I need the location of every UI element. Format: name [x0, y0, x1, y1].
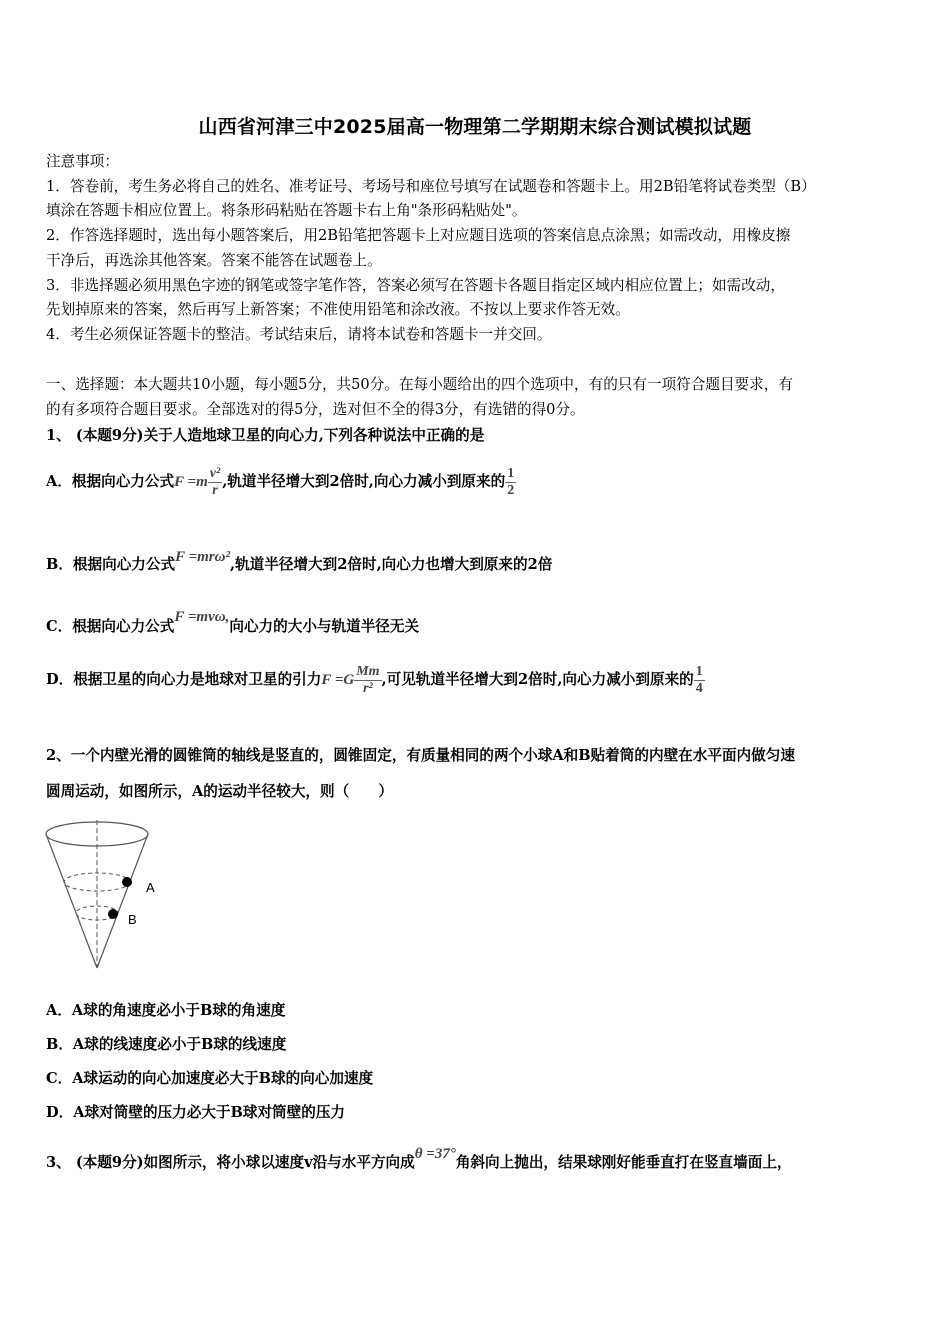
q1-option-d-frac-den: 4 [695, 680, 703, 696]
q2-stem-line-2: 圆周运动，如图所示，A的运动半径较大，则（ ） [46, 783, 393, 800]
q1-option-c-prefix: C．根据向心力公式 [46, 618, 175, 635]
q1-option-b-suffix: ,轨道半径增大到2倍时,向心力也增大到原来的2倍 [229, 556, 553, 573]
q2-option-b: B．A球的线速度必小于B球的线速度 [46, 1036, 287, 1053]
q1-option-a-frac-num: 1 [507, 465, 515, 481]
q1-option-d-frac-num: 1 [695, 663, 703, 679]
q1-option-d-fraction [694, 664, 705, 697]
q1-option-a-prefix: A．根据向心力公式 [46, 473, 175, 490]
ball-a-label: A [146, 880, 155, 895]
q1-option-c-formula: F =mvω, [174, 609, 230, 625]
cone-right-wall [97, 834, 148, 968]
q1-option-a-suffix: ,轨道半径增大到2倍时,向心力减小到原来的 [222, 473, 506, 490]
q2-option-c: C．A球运动的向心加速度必大于B球的向心加速度 [46, 1070, 374, 1087]
ball-b-label: B [128, 912, 137, 927]
q1-option-d-formula-num: Mm [356, 663, 380, 679]
q3-stem-prefix: 3、 (本题9分)如图所示，将小球以速度v沿与水平方向成 [46, 1154, 415, 1171]
q1-option-a-formula-fraction [208, 466, 222, 499]
q1-option-b-prefix: B．根据向心力公式 [46, 556, 176, 573]
q1-option-d-formula-fraction [354, 664, 381, 697]
ball-a [122, 877, 132, 887]
q1-option-c-suffix: 向心力的大小与轨道半径无关 [229, 618, 420, 635]
notice-item-3-line-1: 3．非选择题必须用黑色字迹的钢笔或签字笔作答，答案必须写在答题卡各题目指定区域内相应位置上；如需改动， [46, 277, 785, 294]
q3-stem-suffix: 角斜向上抛出，结果球刚好能垂直打在竖直墙面上， [455, 1154, 792, 1171]
q1-option-d-suffix: ,可见轨道半径增大到2倍时,向心力减小到原来的 [381, 671, 694, 688]
q2-stem-line-1: 2、一个内壁光滑的圆锥筒的轴线是竖直的，圆锥固定，有质量相同的两个小球A和B贴着筒的内壁在水平面内做匀速 [46, 747, 795, 764]
q1-option-d-prefix: D．根据卫星的向心力是地球对卫星的引力 [46, 671, 322, 688]
q3-stem [46, 1142, 910, 1175]
q1-option-d [46, 660, 910, 706]
q1-option-a-formula-den: r [212, 482, 218, 498]
ball-b [108, 909, 118, 919]
q1-option-a-frac-den: 2 [507, 482, 515, 498]
page-title: 山西省河津三中2025届高一物理第二学期期末综合测试模拟试题 [198, 116, 752, 138]
q2-option-d: D．A球对筒壁的压力必大于B球对筒壁的压力 [46, 1104, 346, 1121]
notice-item-3-line-2: 先划掉原来的答案，然后再写上新答案；不准使用铅笔和涂改液。不按以上要求作答无效。 [46, 301, 630, 318]
notice-item-2-line-2: 干净后，再选涂其他答案。答案不能答在试题卷上。 [46, 252, 382, 269]
q3-angle-formula: θ =37° [414, 1146, 456, 1162]
cone-top-rim [46, 822, 148, 846]
q1-option-c [46, 605, 910, 639]
notice-item-1-line-2: 填涂在答题卡相应位置上。将条形码粘贴在答题卡右上角"条形码粘贴处"。 [46, 202, 527, 219]
cone-figure [40, 815, 170, 975]
q1-option-b-formula: F =mrω² [175, 549, 230, 565]
q1-stem: 1、 (本题9分)关于人造地球卫星的向心力,下列各种说法中正确的是 [46, 427, 485, 444]
notice-item-1-line-1: 1．答卷前，考生务必将自己的姓名、准考证号、考场号和座位号填写在试题卷和答题卡上。用2B铅笔将试卷类型（B） [46, 178, 816, 195]
q1-option-a [46, 462, 910, 508]
q2-option-a: A．A球的角速度必小于B球的角速度 [46, 1002, 286, 1019]
notice-item-2-line-1: 2．作答选择题时，选出每小题答案后，用2B铅笔把答题卡上对应题目选项的答案信息点涂黑；如需改动，用橡皮擦 [46, 227, 791, 244]
q1-option-a-formula-left: F =m [174, 474, 208, 490]
notice-heading: 注意事项： [46, 153, 119, 170]
q1-option-b [46, 545, 910, 577]
q1-option-d-formula-left: F =G [321, 672, 355, 688]
q1-option-a-fraction [505, 466, 516, 499]
section-intro-line-2: 的有多项符合题目要求。全部选对的得5分，选对但不全的得3分，有选错的得0分。 [46, 401, 585, 418]
section-intro-line-1: 一、选择题：本大题共10小题，每小题5分，共50分。在每小题给出的四个选项中，有的只有一项符合题目要求，有 [46, 376, 793, 393]
q1-option-d-formula-den: r² [363, 680, 373, 696]
cone-left-wall [46, 834, 97, 968]
notice-item-4: 4．考生必须保证答题卡的整洁。考试结束后，请将本试卷和答题卡一并交回。 [46, 326, 552, 343]
q1-option-a-formula-num: v² [209, 465, 221, 481]
